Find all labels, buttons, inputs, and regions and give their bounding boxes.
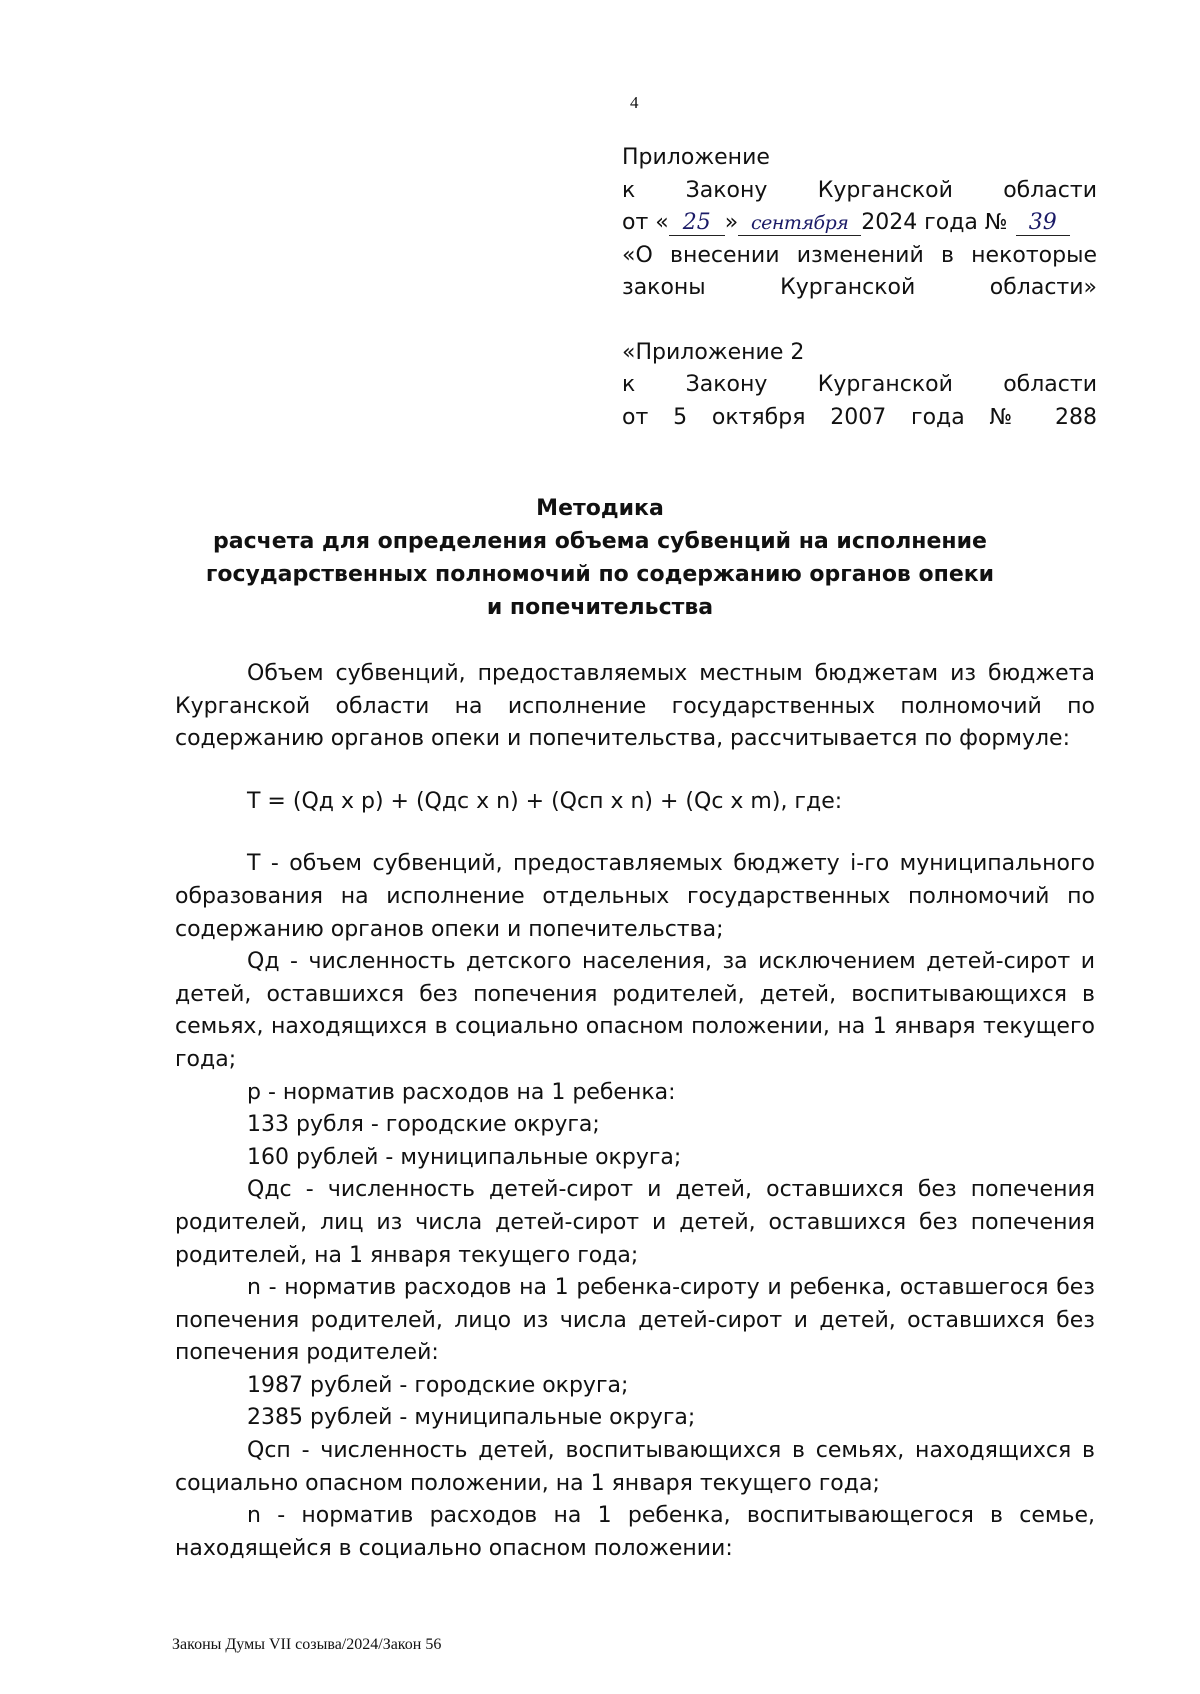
attachment-date-line — [622, 207, 1097, 240]
definition-paragraph: 160 рублей - муниципальные округа; — [247, 1144, 682, 1170]
intro-paragraph: Объем субвенций, предоставляемых местным бюджетам из бюджета Курганской области на исполнение государственных полномочий по содержанию органов опеки и попечительства, рассчитывается по формуле: — [175, 661, 1095, 752]
title-line: расчета для определения объема субвенций на исполнение — [213, 529, 987, 554]
page-number: 4 — [630, 93, 639, 112]
definition-paragraph: n - норматив расходов на 1 ребенка-сироту и ребенка, оставшегося без попечения родителей, лицо из числа детей-сирот и детей, оставшихся без попечения родителей: — [175, 1275, 1095, 1366]
appendix-date: от 5 октября 2007 года № 288 — [622, 404, 1097, 430]
date-year: 2024 года № — [861, 210, 1008, 235]
attachment-block — [622, 142, 1097, 434]
formula: T = (Qд x p) + (Qдс x n) + (Qсп x n) + (Qс x m), где: — [247, 788, 843, 814]
title-line: Методика — [536, 496, 664, 521]
date-prefix: от « — [622, 210, 669, 235]
definition-paragraph: T - объем субвенций, предоставляемых бюджету i-го муниципального образования на исполнение отдельных государственных полномочий по содержанию органов опеки и попечительства; — [175, 851, 1095, 942]
page-footer: Законы Думы VII созыва/2024/Закон 56 — [172, 1636, 442, 1653]
handwritten-day: 25 — [669, 211, 725, 236]
handwritten-month: сентября — [738, 211, 861, 236]
handwritten-law-number: 39 — [1016, 211, 1070, 236]
date-quote-close: » — [724, 210, 739, 235]
attachment-law-title-2: законы Курганской области» — [622, 275, 1097, 300]
definition-paragraph: Qсп - численность детей, воспитывающихся в семьях, находящихся в социально опасном положении, на 1 января текущего года; — [175, 1438, 1095, 1496]
appendix-law-ref: к Закону Курганской области — [622, 372, 1097, 397]
definition-paragraph: Qдс - численность детей-сирот и детей, оставшихся без попечения родителей, лиц из числа детей-сирот и детей, оставшихся без попечения родителей, на 1 января текущего года; — [175, 1177, 1095, 1268]
title-line: и попечительства — [486, 595, 714, 620]
definition-paragraph: n - норматив расходов на 1 ребенка, воспитывающегося в семье, находящейся в социально опасном положении: — [175, 1503, 1095, 1561]
definition-paragraph: 1987 рублей - городские округа; — [247, 1372, 629, 1398]
attachment-heading: Приложение — [622, 145, 770, 170]
definition-paragraph: p - норматив расходов на 1 ребенка: — [247, 1079, 676, 1105]
attachment-law-ref: к Закону Курганской области — [622, 177, 1097, 203]
attachment-law-title-1: «О внесении изменений в некоторые — [622, 242, 1097, 268]
appendix-heading: «Приложение 2 — [622, 339, 805, 365]
title-line: государственных полномочий по содержанию органов опеки — [205, 562, 995, 587]
definition-paragraph: Qд - численность детского населения, за исключением детей-сирот и детей, оставшихся без попечения родителей, детей, воспитывающихся в семьях, находящихся в социально опасном положении, на 1 января текущего года; — [175, 949, 1095, 1072]
definition-paragraph: 133 рубля - городские округа; — [247, 1112, 600, 1138]
document-body — [175, 658, 1095, 1565]
definition-paragraph: 2385 рублей - муниципальные округа; — [247, 1405, 696, 1431]
document-title — [160, 492, 1040, 624]
